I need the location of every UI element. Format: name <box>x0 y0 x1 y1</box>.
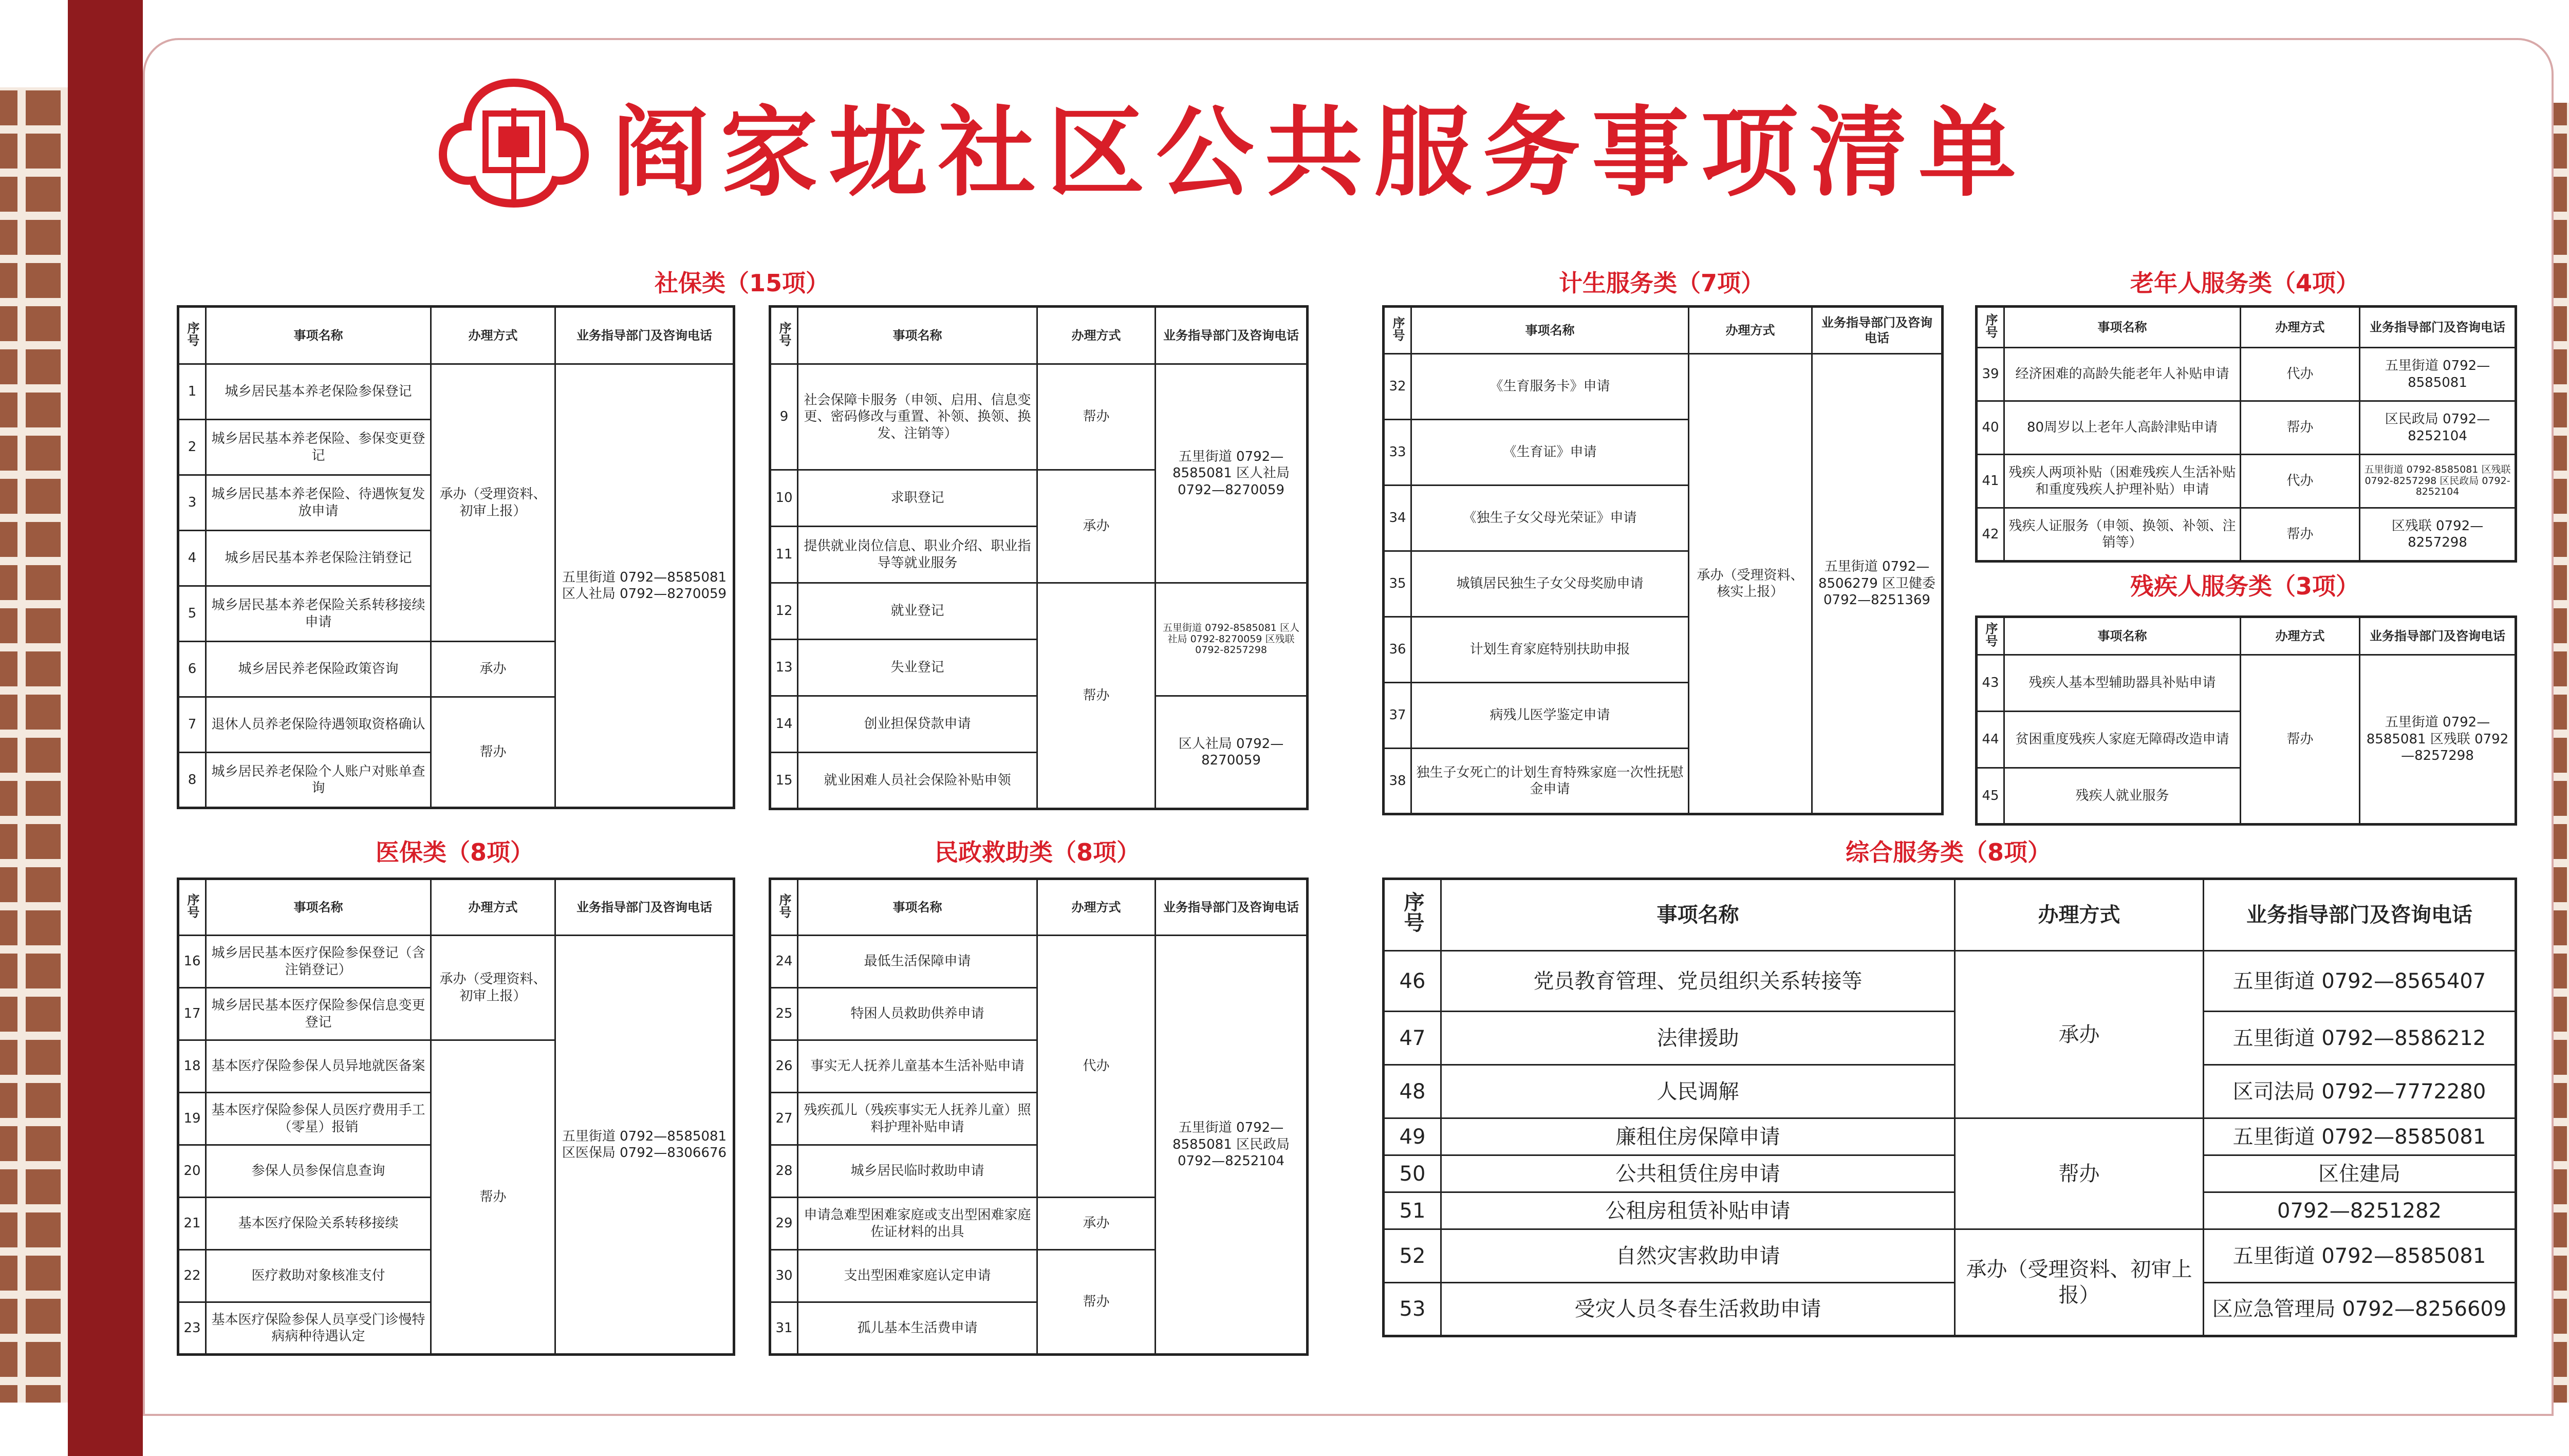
row-method: 承办 <box>1955 951 2204 1118</box>
row-name: 特困人员救助供养申请 <box>798 988 1037 1040</box>
row-no: 50 <box>1384 1155 1441 1192</box>
row-no: 27 <box>770 1093 798 1145</box>
row-dept: 五里街道 0792—8585081 <box>2204 1118 2516 1155</box>
row-no: 12 <box>770 583 798 640</box>
row-no: 28 <box>770 1145 798 1198</box>
canji-table <box>1975 615 2517 826</box>
row-name: 退休人员养老保险待遇领取资格确认 <box>206 697 431 753</box>
row-no: 18 <box>178 1040 206 1093</box>
row-no: 23 <box>178 1302 206 1355</box>
row-name: 城乡居民基本医疗保险参保信息变更登记 <box>206 988 431 1040</box>
section-jisheng <box>1382 266 1941 815</box>
row-no: 15 <box>770 753 798 809</box>
row-no: 39 <box>1977 348 2004 401</box>
row-name: 支出型困难家庭认定申请 <box>798 1250 1037 1302</box>
row-no: 31 <box>770 1302 798 1355</box>
header-dept: 业务指导部门及咨询电话 <box>2360 617 2516 655</box>
row-no: 16 <box>178 936 206 988</box>
row-name: 自然灾害救助申请 <box>1441 1229 1955 1283</box>
row-method: 承办 <box>1037 1198 1156 1250</box>
section-minzheng <box>769 835 1306 1356</box>
row-no: 4 <box>178 531 206 586</box>
row-name: 独生子女死亡的计划生育特殊家庭一次性抚慰金申请 <box>1411 749 1689 814</box>
header-seq: 序号 <box>1384 307 1411 354</box>
row-dept: 五里街道 0792—8586212 <box>2204 1012 2516 1065</box>
header-name: 事项名称 <box>798 307 1037 364</box>
row-method: 帮办 <box>2241 508 2360 562</box>
row-name: 城乡居民基本养老保险参保登记 <box>206 364 431 420</box>
section-canji <box>1975 569 2515 826</box>
row-method: 帮办 <box>2241 655 2360 825</box>
row-name: 最低生活保障申请 <box>798 936 1037 988</box>
header-seq: 序号 <box>770 307 798 364</box>
row-method: 帮办 <box>431 1040 555 1355</box>
row-no: 3 <box>178 475 206 531</box>
row-name: 残疾人两项补贴（困难残疾人生活补贴和重度残疾人护理补贴）申请 <box>2004 455 2241 508</box>
row-no: 33 <box>1384 420 1411 486</box>
row-no: 38 <box>1384 749 1411 814</box>
row-name: 《独生子女父母光荣证》申请 <box>1411 486 1689 551</box>
row-no: 20 <box>178 1145 206 1198</box>
header-dept: 业务指导部门及咨询电话 <box>2204 879 2516 951</box>
header-seq: 序号 <box>1384 879 1441 951</box>
section-title-shebao: 社保类（15项） <box>654 269 829 297</box>
header-method: 办理方式 <box>431 879 555 936</box>
row-no: 25 <box>770 988 798 1040</box>
shebao-table-1 <box>177 305 735 809</box>
row-method: 承办（受理资料、初审上报） <box>431 364 555 642</box>
row-no: 24 <box>770 936 798 988</box>
header-dept: 业务指导部门及咨询电话 <box>1156 879 1308 936</box>
row-name: 基本医疗保险参保人员医疗费用手工（零星）报销 <box>206 1093 431 1145</box>
row-dept: 0792—8251282 <box>2204 1192 2516 1229</box>
row-no: 11 <box>770 527 798 583</box>
row-name: 计划生育家庭特别扶助申报 <box>1411 617 1689 683</box>
row-name: 人民调解 <box>1441 1065 1955 1118</box>
row-name: 80周岁以上老年人高龄津贴申请 <box>2004 401 2241 455</box>
row-name: 经济困难的高龄失能老年人补贴申请 <box>2004 348 2241 401</box>
row-method: 代办 <box>1037 936 1156 1198</box>
row-name: 城乡居民基本养老保险注销登记 <box>206 531 431 586</box>
row-dept: 五里街道 0792—8585081 区人社局 0792—8270059 <box>555 364 734 808</box>
row-no: 9 <box>770 364 798 470</box>
section-laonian <box>1975 266 2515 563</box>
header-name: 事项名称 <box>1441 879 1955 951</box>
row-dept: 区人社局 0792—8270059 <box>1156 696 1308 809</box>
header-seq: 序号 <box>178 307 206 364</box>
row-no: 26 <box>770 1040 798 1093</box>
row-no: 1 <box>178 364 206 420</box>
header-name: 事项名称 <box>1411 307 1689 354</box>
row-dept: 区应急管理局 0792—8256609 <box>2204 1283 2516 1336</box>
row-no: 35 <box>1384 551 1411 617</box>
row-no: 40 <box>1977 401 2004 455</box>
row-no: 29 <box>770 1198 798 1250</box>
row-no: 47 <box>1384 1012 1441 1065</box>
row-name: 廉租住房保障申请 <box>1441 1118 1955 1155</box>
row-name: 社会保障卡服务（申领、启用、信息变更、密码修改与重置、补领、换领、换发、注销等） <box>798 364 1037 470</box>
section-title-minzheng: 民政救助类（8项） <box>934 838 1140 866</box>
header-seq: 序号 <box>1977 617 2004 655</box>
row-dept: 五里街道 0792—8585081 区残联 0792—8257298 <box>2360 655 2516 825</box>
row-no: 53 <box>1384 1283 1441 1336</box>
row-dept: 五里街道 0792—8585081 区人社局 0792—8270059 <box>1156 364 1308 583</box>
row-name: 公共租赁住房申请 <box>1441 1155 1955 1192</box>
row-no: 37 <box>1384 683 1411 749</box>
row-dept: 五里街道 0792-8585081 区人社局 0792-8270059 区残联 0792-8257298 <box>1156 583 1308 696</box>
row-no: 7 <box>178 697 206 753</box>
header-method: 办理方式 <box>1689 307 1812 354</box>
row-dept: 区民政局 0792—8252104 <box>2360 401 2516 455</box>
row-name: 法律援助 <box>1441 1012 1955 1065</box>
row-no: 21 <box>178 1198 206 1250</box>
row-no: 42 <box>1977 508 2004 562</box>
row-method: 承办（受理资料、核实上报） <box>1689 354 1812 814</box>
header-method: 办理方式 <box>2241 307 2360 348</box>
row-dept: 五里街道 0792-8585081 区残联 0792-8257298 区民政局 0792-8252104 <box>2360 455 2516 508</box>
header-dept: 业务指导部门及咨询电话 <box>1156 307 1308 364</box>
row-name: 城镇居民独生子女父母奖励申请 <box>1411 551 1689 617</box>
header-method: 办理方式 <box>2241 617 2360 655</box>
row-name: 城乡居民基本养老保险、参保变更登记 <box>206 420 431 475</box>
row-name: 病残儿医学鉴定申请 <box>1411 683 1689 749</box>
row-method: 承办（受理资料、初审上报） <box>431 936 555 1040</box>
row-name: 孤儿基本生活费申请 <box>798 1302 1037 1355</box>
header-dept: 业务指导部门及咨询电话 <box>555 307 734 364</box>
page-title: 阎家垅社区公共服务事项清单 <box>611 96 2028 210</box>
row-no: 22 <box>178 1250 206 1302</box>
row-no: 49 <box>1384 1118 1441 1155</box>
row-dept: 五里街道 0792—8585081 <box>2360 348 2516 401</box>
row-name: 城乡居民养老保险个人账户对账单查询 <box>206 753 431 808</box>
row-name: 受灾人员冬春生活救助申请 <box>1441 1283 1955 1336</box>
row-no: 30 <box>770 1250 798 1302</box>
row-no: 32 <box>1384 354 1411 420</box>
row-no: 51 <box>1384 1192 1441 1229</box>
jisheng-table <box>1382 305 1944 815</box>
row-name: 基本医疗保险参保人员异地就医备案 <box>206 1040 431 1093</box>
section-title-laonian: 老年人服务类（4项） <box>2130 269 2359 297</box>
row-method: 帮办 <box>2241 401 2360 455</box>
row-no: 14 <box>770 696 798 753</box>
header-name: 事项名称 <box>2004 307 2241 348</box>
yibao-table <box>177 878 735 1356</box>
row-no: 8 <box>178 753 206 808</box>
row-name: 基本医疗保险参保人员享受门诊慢特病病种待遇认定 <box>206 1302 431 1355</box>
row-method: 帮办 <box>1037 1250 1156 1355</box>
row-name: 党员教育管理、党员组织关系转接等 <box>1441 951 1955 1012</box>
row-no: 13 <box>770 640 798 696</box>
row-method: 帮办 <box>1955 1118 2204 1229</box>
red-frame-bar <box>68 0 143 1456</box>
row-name: 残疾人就业服务 <box>2004 768 2241 825</box>
row-no: 5 <box>178 586 206 642</box>
row-dept: 区残联 0792—8257298 <box>2360 508 2516 562</box>
shebao-table-2 <box>769 305 1309 810</box>
china-knot-icon <box>437 78 591 211</box>
row-name: 城乡居民基本养老保险关系转移接续申请 <box>206 586 431 642</box>
header-name: 事项名称 <box>798 879 1037 936</box>
row-name: 城乡居民养老保险政策咨询 <box>206 642 431 697</box>
row-name: 《生育证》申请 <box>1411 420 1689 486</box>
row-no: 36 <box>1384 617 1411 683</box>
row-name: 就业困难人员社会保险补贴申领 <box>798 753 1037 809</box>
header-method: 办理方式 <box>1037 879 1156 936</box>
row-no: 34 <box>1384 486 1411 551</box>
minzheng-table <box>769 878 1309 1356</box>
section-shebao-part2 <box>769 305 1306 810</box>
row-name: 医疗救助对象核准支付 <box>206 1250 431 1302</box>
row-no: 19 <box>178 1093 206 1145</box>
row-dept: 五里街道 0792—8585081 <box>2204 1229 2516 1283</box>
section-zonghe <box>1382 835 2515 1337</box>
section-title-canji: 残疾人服务类（3项） <box>2130 572 2359 600</box>
row-method: 帮办 <box>431 697 555 808</box>
row-dept: 区司法局 0792—7772280 <box>2204 1065 2516 1118</box>
row-name: 城乡居民基本医疗保险参保登记（含注销登记） <box>206 936 431 988</box>
row-method: 承办（受理资料、初审上报） <box>1955 1229 2204 1336</box>
row-name: 求职登记 <box>798 470 1037 527</box>
community-logo <box>437 78 591 211</box>
row-name: 失业登记 <box>798 640 1037 696</box>
row-method: 承办 <box>431 642 555 697</box>
section-title-yibao: 医保类（8项） <box>375 838 534 866</box>
row-dept: 五里街道 0792—8506279 区卫健委 0792—8251369 <box>1812 354 1943 814</box>
page-header <box>437 70 2286 219</box>
header-seq: 序号 <box>1977 307 2004 348</box>
row-name: 提供就业岗位信息、职业介绍、职业指导等就业服务 <box>798 527 1037 583</box>
row-no: 41 <box>1977 455 2004 508</box>
row-dept: 五里街道 0792—8565407 <box>2204 951 2516 1012</box>
row-method: 帮办 <box>1037 583 1156 809</box>
header-name: 事项名称 <box>2004 617 2241 655</box>
row-no: 45 <box>1977 768 2004 825</box>
header-method: 办理方式 <box>431 307 555 364</box>
row-name: 《生育服务卡》申请 <box>1411 354 1689 420</box>
header-seq: 序号 <box>178 879 206 936</box>
row-no: 2 <box>178 420 206 475</box>
header-name: 事项名称 <box>206 307 431 364</box>
row-no: 48 <box>1384 1065 1441 1118</box>
header-name: 事项名称 <box>206 879 431 936</box>
section-title-jisheng: 计生服务类（7项） <box>1558 269 1764 297</box>
header-method: 办理方式 <box>1037 307 1156 364</box>
row-method: 代办 <box>2241 455 2360 508</box>
row-method: 代办 <box>2241 348 2360 401</box>
laonian-table <box>1975 305 2517 563</box>
row-dept: 五里街道 0792—8585081 区民政局 0792—8252104 <box>1156 936 1308 1355</box>
section-yibao <box>177 835 733 1356</box>
row-name: 参保人员参保信息查询 <box>206 1145 431 1198</box>
header-method: 办理方式 <box>1955 879 2204 951</box>
row-no: 44 <box>1977 712 2004 768</box>
row-name: 公租房租赁补贴申请 <box>1441 1192 1955 1229</box>
row-name: 基本医疗保险关系转移接续 <box>206 1198 431 1250</box>
zonghe-table <box>1382 878 2517 1337</box>
row-method: 承办 <box>1037 470 1156 583</box>
row-method: 帮办 <box>1037 364 1156 470</box>
row-dept: 区住建局 <box>2204 1155 2516 1192</box>
header-dept: 业务指导部门及咨询电话 <box>555 879 734 936</box>
header-seq: 序号 <box>770 879 798 936</box>
row-name: 城乡居民基本养老保险、待遇恢复发放申请 <box>206 475 431 531</box>
header-dept: 业务指导部门及咨询电话 <box>2360 307 2516 348</box>
row-name: 就业登记 <box>798 583 1037 640</box>
row-no: 52 <box>1384 1229 1441 1283</box>
section-title-zonghe: 综合服务类（8项） <box>1845 838 2051 866</box>
lattice-decoration-left <box>0 87 72 1403</box>
row-name: 申请急难型困难家庭或支出型困难家庭佐证材料的出具 <box>798 1198 1037 1250</box>
row-no: 43 <box>1977 655 2004 712</box>
row-name: 残疾人基本型辅助器具补贴申请 <box>2004 655 2241 712</box>
row-name: 贫困重度残疾人家庭无障碍改造申请 <box>2004 712 2241 768</box>
row-no: 17 <box>178 988 206 1040</box>
row-name: 创业担保贷款申请 <box>798 696 1037 753</box>
row-name: 城乡居民临时救助申请 <box>798 1145 1037 1198</box>
row-no: 6 <box>178 642 206 697</box>
row-name: 残疾人证服务（申领、换领、补领、注销等） <box>2004 508 2241 562</box>
header-dept: 业务指导部门及咨询电话 <box>1812 307 1943 354</box>
row-name: 残疾孤儿（残疾事实无人抚养儿童）照料护理补贴申请 <box>798 1093 1037 1145</box>
row-name: 事实无人抚养儿童基本生活补贴申请 <box>798 1040 1037 1093</box>
row-dept: 五里街道 0792—8585081 区医保局 0792—8306676 <box>555 936 734 1355</box>
row-no: 10 <box>770 470 798 527</box>
row-no: 46 <box>1384 951 1441 1012</box>
